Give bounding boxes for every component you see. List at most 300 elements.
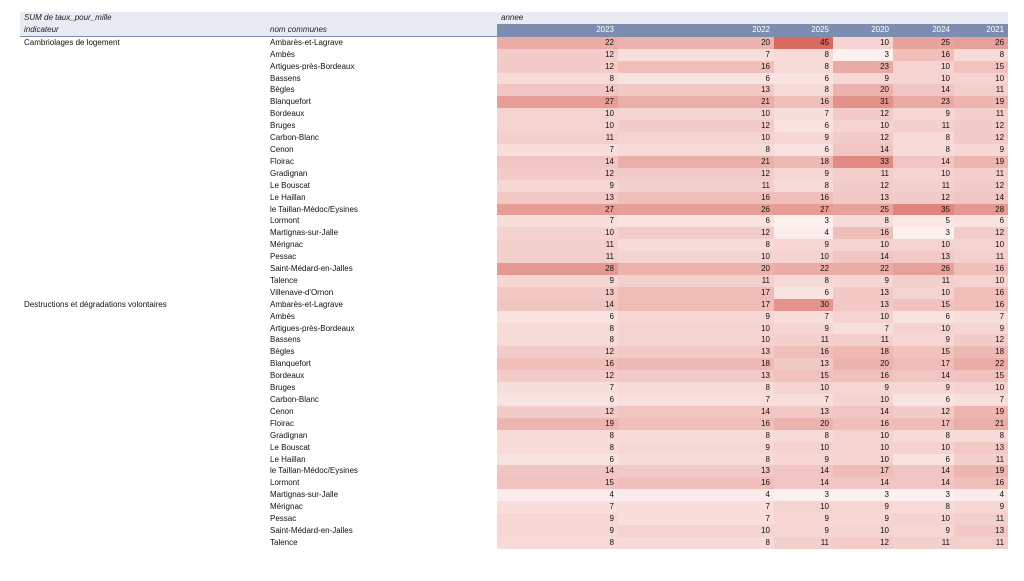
value-cell-2020[interactable]: 23 [833, 61, 893, 73]
value-cell-2025[interactable]: 15 [774, 370, 833, 382]
value-cell-2023[interactable]: 7 [497, 215, 618, 227]
value-cell-2022[interactable]: 8 [618, 382, 774, 394]
value-cell-2021[interactable]: 6 [954, 215, 1008, 227]
value-cell-2020[interactable]: 12 [833, 537, 893, 549]
value-cell-2022[interactable]: 12 [618, 168, 774, 180]
value-cell-2025[interactable]: 10 [774, 501, 833, 513]
commune-label[interactable]: Ambès [270, 49, 295, 59]
commune-label[interactable]: Talence [270, 275, 298, 285]
value-cell-2024[interactable]: 12 [893, 406, 954, 418]
value-cell-2024[interactable]: 11 [893, 537, 954, 549]
value-cell-2024[interactable]: 14 [893, 84, 954, 96]
commune-label[interactable]: Cenon [270, 144, 294, 154]
value-cell-2024[interactable]: 6 [893, 454, 954, 466]
value-cell-2021[interactable]: 11 [954, 454, 1008, 466]
commune-label[interactable]: Carbon-Blanc [270, 395, 319, 404]
value-cell-2024[interactable]: 16 [893, 49, 954, 61]
value-cell-2025[interactable]: 22 [774, 263, 833, 275]
value-cell-2023[interactable]: 15 [497, 477, 618, 489]
value-cell-2021[interactable]: 11 [954, 251, 1008, 263]
value-cell-2022[interactable]: 10 [618, 525, 774, 537]
value-cell-2023[interactable]: 27 [497, 96, 618, 108]
value-cell-2025[interactable]: 7 [774, 311, 833, 323]
commune-label[interactable]: Cenon [270, 406, 294, 416]
value-cell-2021[interactable]: 11 [954, 84, 1008, 96]
commune-label[interactable]: Martignas-sur-Jalle [270, 228, 339, 238]
value-cell-2020[interactable]: 11 [833, 334, 893, 346]
value-cell-2024[interactable]: 10 [893, 323, 954, 335]
value-cell-2025[interactable]: 6 [774, 120, 833, 132]
value-cell-2022[interactable]: 10 [618, 251, 774, 263]
value-cell-2024[interactable]: 17 [893, 418, 954, 430]
value-cell-2024[interactable]: 11 [893, 120, 954, 132]
commune-label[interactable]: Ambarès-et-Lagrave [270, 37, 343, 47]
value-cell-2021[interactable]: 8 [954, 49, 1008, 61]
value-cell-2021[interactable]: 10 [954, 382, 1008, 394]
value-cell-2025[interactable]: 9 [774, 239, 833, 251]
value-cell-2022[interactable]: 8 [618, 430, 774, 442]
value-cell-2023[interactable]: 11 [497, 251, 618, 263]
value-cell-2024[interactable]: 35 [893, 204, 954, 216]
value-cell-2023[interactable]: 22 [497, 36, 618, 48]
value-cell-2022[interactable]: 16 [618, 192, 774, 204]
commune-label[interactable]: Le Bouscat [270, 442, 311, 452]
value-cell-2020[interactable]: 22 [833, 263, 893, 275]
value-cell-2021[interactable]: 9 [954, 323, 1008, 335]
value-cell-2023[interactable]: 12 [497, 346, 618, 358]
value-cell-2023[interactable]: 9 [497, 180, 618, 192]
value-cell-2020[interactable]: 12 [833, 132, 893, 144]
value-cell-2025[interactable]: 4 [774, 227, 833, 239]
value-cell-2025[interactable]: 8 [774, 430, 833, 442]
commune-label[interactable]: Lormont [270, 216, 300, 226]
value-cell-2025[interactable]: 9 [774, 168, 833, 180]
value-cell-2020[interactable]: 13 [833, 287, 893, 299]
value-cell-2025[interactable]: 14 [774, 477, 833, 489]
value-cell-2022[interactable]: 9 [618, 311, 774, 323]
value-cell-2021[interactable]: 9 [954, 144, 1008, 156]
value-cell-2022[interactable]: 13 [618, 84, 774, 96]
value-cell-2023[interactable]: 8 [497, 430, 618, 442]
value-cell-2020[interactable]: 13 [833, 299, 893, 311]
value-cell-2021[interactable]: 10 [954, 239, 1008, 251]
value-cell-2024[interactable]: 11 [893, 180, 954, 192]
value-cell-2020[interactable]: 14 [833, 477, 893, 489]
value-cell-2020[interactable]: 10 [833, 120, 893, 132]
value-cell-2020[interactable]: 14 [833, 406, 893, 418]
commune-label[interactable]: Artigues-près-Bordeaux [270, 323, 355, 333]
value-cell-2025[interactable]: 8 [774, 61, 833, 73]
commune-label[interactable]: le Taillan-Médoc/Eysines [270, 466, 358, 476]
commune-label[interactable]: Lormont [270, 478, 300, 488]
value-cell-2020[interactable]: 25 [833, 204, 893, 216]
value-cell-2023[interactable]: 19 [497, 418, 618, 430]
row-field-indicateur[interactable]: indicateur [20, 24, 266, 36]
value-cell-2025[interactable]: 11 [774, 334, 833, 346]
value-cell-2022[interactable]: 11 [618, 180, 774, 192]
value-cell-2023[interactable]: 12 [497, 61, 618, 73]
value-cell-2021[interactable]: 16 [954, 299, 1008, 311]
value-cell-2021[interactable]: 21 [954, 418, 1008, 430]
value-cell-2021[interactable]: 15 [954, 61, 1008, 73]
value-cell-2025[interactable]: 9 [774, 513, 833, 525]
value-cell-2020[interactable]: 10 [833, 525, 893, 537]
commune-label[interactable]: Bordeaux [270, 109, 305, 119]
value-cell-2024[interactable]: 13 [893, 251, 954, 263]
commune-label[interactable]: Saint-Médard-en-Jalles [270, 264, 353, 274]
value-cell-2022[interactable]: 13 [618, 465, 774, 477]
value-cell-2022[interactable]: 14 [618, 406, 774, 418]
value-cell-2021[interactable]: 26 [954, 36, 1008, 48]
value-cell-2022[interactable]: 8 [618, 144, 774, 156]
commune-label[interactable]: Bègles [270, 347, 295, 357]
commune-label[interactable]: le Taillan-Médoc/Eysines [270, 204, 358, 214]
value-cell-2025[interactable]: 18 [774, 156, 833, 168]
value-field-label[interactable]: SUM de taux_pour_mille [20, 12, 266, 24]
value-cell-2024[interactable]: 11 [893, 275, 954, 287]
value-cell-2020[interactable]: 7 [833, 323, 893, 335]
value-cell-2020[interactable]: 10 [833, 394, 893, 406]
value-cell-2024[interactable]: 3 [893, 227, 954, 239]
value-cell-2024[interactable]: 9 [893, 525, 954, 537]
value-cell-2021[interactable]: 13 [954, 525, 1008, 537]
value-cell-2021[interactable]: 12 [954, 120, 1008, 132]
value-cell-2022[interactable]: 10 [618, 334, 774, 346]
value-cell-2020[interactable]: 16 [833, 227, 893, 239]
commune-label[interactable]: Pessac [270, 252, 297, 262]
value-cell-2020[interactable]: 20 [833, 84, 893, 96]
value-cell-2021[interactable]: 12 [954, 180, 1008, 192]
value-cell-2022[interactable]: 7 [618, 49, 774, 61]
value-cell-2020[interactable]: 9 [833, 382, 893, 394]
value-cell-2020[interactable]: 16 [833, 418, 893, 430]
value-cell-2023[interactable]: 11 [497, 239, 618, 251]
value-cell-2020[interactable]: 10 [833, 311, 893, 323]
value-cell-2020[interactable]: 20 [833, 358, 893, 370]
value-cell-2025[interactable]: 27 [774, 204, 833, 216]
value-cell-2024[interactable]: 10 [893, 287, 954, 299]
value-cell-2021[interactable]: 10 [954, 275, 1008, 287]
commune-label[interactable]: Martignas-sur-Jalle [270, 490, 339, 500]
year-header-2022[interactable]: 2022 [618, 24, 774, 36]
value-cell-2024[interactable]: 9 [893, 334, 954, 346]
value-cell-2021[interactable]: 4 [954, 489, 1008, 501]
value-cell-2021[interactable]: 13 [954, 442, 1008, 454]
value-cell-2025[interactable]: 14 [774, 465, 833, 477]
value-cell-2020[interactable]: 31 [833, 96, 893, 108]
value-cell-2022[interactable]: 10 [618, 132, 774, 144]
value-cell-2020[interactable]: 10 [833, 36, 893, 48]
value-cell-2024[interactable]: 15 [893, 299, 954, 311]
value-cell-2024[interactable]: 14 [893, 477, 954, 489]
value-cell-2025[interactable]: 11 [774, 537, 833, 549]
value-cell-2023[interactable]: 14 [497, 84, 618, 96]
value-cell-2023[interactable]: 12 [497, 406, 618, 418]
value-cell-2023[interactable]: 12 [497, 370, 618, 382]
value-cell-2021[interactable]: 18 [954, 346, 1008, 358]
value-cell-2022[interactable]: 21 [618, 156, 774, 168]
value-cell-2020[interactable]: 33 [833, 156, 893, 168]
value-cell-2022[interactable]: 17 [618, 299, 774, 311]
commune-label[interactable]: Gradignan [270, 168, 308, 178]
value-cell-2020[interactable]: 17 [833, 465, 893, 477]
commune-label[interactable]: Bruges [270, 383, 296, 393]
value-cell-2025[interactable]: 13 [774, 358, 833, 370]
value-cell-2024[interactable]: 8 [893, 144, 954, 156]
value-cell-2024[interactable]: 14 [893, 370, 954, 382]
value-cell-2022[interactable]: 8 [618, 239, 774, 251]
commune-label[interactable]: Le Bouscat [270, 180, 311, 190]
value-cell-2020[interactable]: 10 [833, 239, 893, 251]
value-cell-2025[interactable]: 10 [774, 382, 833, 394]
value-cell-2025[interactable]: 45 [774, 36, 833, 48]
commune-label[interactable]: Le Haillan [270, 192, 306, 202]
value-cell-2020[interactable]: 14 [833, 144, 893, 156]
value-cell-2025[interactable]: 9 [774, 132, 833, 144]
value-cell-2021[interactable]: 16 [954, 287, 1008, 299]
value-cell-2023[interactable]: 11 [497, 132, 618, 144]
value-cell-2021[interactable]: 22 [954, 358, 1008, 370]
value-cell-2025[interactable]: 8 [774, 180, 833, 192]
value-cell-2021[interactable]: 7 [954, 311, 1008, 323]
indicateur-label[interactable]: Destructions et dégradations volontaires [24, 299, 167, 309]
value-cell-2024[interactable]: 23 [893, 96, 954, 108]
value-cell-2020[interactable]: 11 [833, 168, 893, 180]
commune-label[interactable]: Bègles [270, 85, 295, 95]
value-cell-2022[interactable]: 8 [618, 537, 774, 549]
value-cell-2024[interactable]: 8 [893, 132, 954, 144]
value-cell-2021[interactable]: 14 [954, 192, 1008, 204]
value-cell-2022[interactable]: 10 [618, 323, 774, 335]
commune-label[interactable]: Pessac [270, 514, 297, 524]
value-cell-2023[interactable]: 6 [497, 311, 618, 323]
value-cell-2023[interactable]: 16 [497, 358, 618, 370]
value-cell-2025[interactable]: 8 [774, 275, 833, 287]
year-header-2025[interactable]: 2025 [774, 24, 833, 36]
value-cell-2023[interactable]: 10 [497, 227, 618, 239]
value-cell-2024[interactable]: 17 [893, 358, 954, 370]
year-header-2024[interactable]: 2024 [893, 24, 954, 36]
value-cell-2020[interactable]: 12 [833, 108, 893, 120]
value-cell-2020[interactable]: 12 [833, 180, 893, 192]
value-cell-2023[interactable]: 14 [497, 156, 618, 168]
value-cell-2020[interactable]: 18 [833, 346, 893, 358]
value-cell-2022[interactable]: 16 [618, 418, 774, 430]
value-cell-2020[interactable]: 13 [833, 192, 893, 204]
value-cell-2024[interactable]: 5 [893, 215, 954, 227]
value-cell-2024[interactable]: 14 [893, 156, 954, 168]
commune-label[interactable]: Saint-Médard-en-Jalles [270, 525, 353, 535]
value-cell-2020[interactable]: 10 [833, 454, 893, 466]
commune-label[interactable]: Villenave-d'Ornon [270, 287, 334, 297]
commune-label[interactable]: Bruges [270, 121, 296, 131]
value-cell-2024[interactable]: 6 [893, 394, 954, 406]
value-cell-2024[interactable]: 10 [893, 239, 954, 251]
value-cell-2022[interactable]: 20 [618, 263, 774, 275]
value-cell-2024[interactable]: 8 [893, 430, 954, 442]
value-cell-2023[interactable]: 8 [497, 323, 618, 335]
value-cell-2024[interactable]: 10 [893, 61, 954, 73]
value-cell-2021[interactable]: 8 [954, 430, 1008, 442]
value-cell-2023[interactable]: 8 [497, 334, 618, 346]
commune-label[interactable]: Mérignac [270, 502, 303, 512]
value-cell-2022[interactable]: 18 [618, 358, 774, 370]
value-cell-2024[interactable]: 9 [893, 108, 954, 120]
value-cell-2022[interactable]: 16 [618, 61, 774, 73]
value-cell-2020[interactable]: 16 [833, 370, 893, 382]
value-cell-2023[interactable]: 28 [497, 263, 618, 275]
value-cell-2025[interactable]: 6 [774, 73, 833, 85]
value-cell-2022[interactable]: 17 [618, 287, 774, 299]
value-cell-2025[interactable]: 6 [774, 287, 833, 299]
commune-label[interactable]: Floirac [270, 418, 295, 428]
value-cell-2024[interactable]: 10 [893, 513, 954, 525]
value-cell-2025[interactable]: 9 [774, 323, 833, 335]
value-cell-2025[interactable]: 20 [774, 418, 833, 430]
commune-label[interactable]: Blanquefort [270, 97, 311, 107]
commune-label[interactable]: Ambès [270, 311, 295, 321]
commune-label[interactable]: Blanquefort [270, 359, 311, 369]
value-cell-2021[interactable]: 15 [954, 370, 1008, 382]
commune-label[interactable]: Bassens [270, 73, 301, 83]
commune-label[interactable]: Carbon-Blanc [270, 133, 319, 143]
value-cell-2025[interactable]: 3 [774, 489, 833, 501]
value-cell-2024[interactable]: 6 [893, 311, 954, 323]
value-cell-2025[interactable]: 8 [774, 84, 833, 96]
value-cell-2024[interactable]: 10 [893, 73, 954, 85]
value-cell-2020[interactable]: 3 [833, 49, 893, 61]
value-cell-2025[interactable]: 13 [774, 406, 833, 418]
value-cell-2022[interactable]: 11 [618, 275, 774, 287]
column-group-label[interactable]: annee [497, 12, 1008, 24]
commune-label[interactable]: Artigues-près-Bordeaux [270, 61, 355, 71]
indicateur-label[interactable]: Cambriolages de logement [24, 37, 120, 47]
value-cell-2020[interactable]: 9 [833, 275, 893, 287]
value-cell-2023[interactable]: 9 [497, 275, 618, 287]
value-cell-2021[interactable]: 28 [954, 204, 1008, 216]
value-cell-2022[interactable]: 12 [618, 227, 774, 239]
row-field-communes[interactable]: nom communes [266, 24, 497, 36]
value-cell-2023[interactable]: 12 [497, 49, 618, 61]
value-cell-2021[interactable]: 12 [954, 132, 1008, 144]
value-cell-2020[interactable]: 10 [833, 430, 893, 442]
value-cell-2021[interactable]: 11 [954, 537, 1008, 549]
commune-label[interactable]: Talence [270, 537, 298, 547]
value-cell-2021[interactable]: 11 [954, 108, 1008, 120]
commune-label[interactable]: Floirac [270, 156, 295, 166]
value-cell-2023[interactable]: 6 [497, 454, 618, 466]
value-cell-2020[interactable]: 8 [833, 215, 893, 227]
value-cell-2025[interactable]: 10 [774, 251, 833, 263]
value-cell-2021[interactable]: 9 [954, 501, 1008, 513]
value-cell-2023[interactable]: 7 [497, 382, 618, 394]
value-cell-2023[interactable]: 7 [497, 501, 618, 513]
value-cell-2025[interactable]: 30 [774, 299, 833, 311]
value-cell-2024[interactable]: 8 [893, 501, 954, 513]
value-cell-2023[interactable]: 8 [497, 442, 618, 454]
value-cell-2021[interactable]: 12 [954, 334, 1008, 346]
value-cell-2022[interactable]: 20 [618, 36, 774, 48]
value-cell-2023[interactable]: 9 [497, 513, 618, 525]
value-cell-2023[interactable]: 27 [497, 204, 618, 216]
value-cell-2020[interactable]: 3 [833, 489, 893, 501]
value-cell-2024[interactable]: 3 [893, 489, 954, 501]
value-cell-2021[interactable]: 10 [954, 73, 1008, 85]
value-cell-2025[interactable]: 16 [774, 96, 833, 108]
value-cell-2023[interactable]: 12 [497, 168, 618, 180]
value-cell-2024[interactable]: 9 [893, 382, 954, 394]
value-cell-2021[interactable]: 19 [954, 406, 1008, 418]
value-cell-2023[interactable]: 8 [497, 73, 618, 85]
value-cell-2020[interactable]: 9 [833, 513, 893, 525]
value-cell-2022[interactable]: 4 [618, 489, 774, 501]
value-cell-2022[interactable]: 21 [618, 96, 774, 108]
value-cell-2024[interactable]: 12 [893, 192, 954, 204]
value-cell-2023[interactable]: 10 [497, 108, 618, 120]
value-cell-2021[interactable]: 19 [954, 465, 1008, 477]
value-cell-2020[interactable]: 10 [833, 442, 893, 454]
value-cell-2021[interactable]: 16 [954, 477, 1008, 489]
value-cell-2020[interactable]: 9 [833, 73, 893, 85]
value-cell-2021[interactable]: 11 [954, 168, 1008, 180]
value-cell-2025[interactable]: 6 [774, 144, 833, 156]
value-cell-2020[interactable]: 14 [833, 251, 893, 263]
value-cell-2024[interactable]: 10 [893, 442, 954, 454]
value-cell-2023[interactable]: 13 [497, 287, 618, 299]
value-cell-2021[interactable]: 7 [954, 394, 1008, 406]
value-cell-2025[interactable]: 8 [774, 49, 833, 61]
commune-label[interactable]: Le Haillan [270, 454, 306, 464]
value-cell-2022[interactable]: 26 [618, 204, 774, 216]
value-cell-2022[interactable]: 6 [618, 73, 774, 85]
value-cell-2023[interactable]: 9 [497, 525, 618, 537]
year-header-2021[interactable]: 2021 [954, 24, 1008, 36]
value-cell-2022[interactable]: 13 [618, 346, 774, 358]
value-cell-2022[interactable]: 10 [618, 108, 774, 120]
value-cell-2022[interactable]: 7 [618, 394, 774, 406]
value-cell-2022[interactable]: 7 [618, 513, 774, 525]
value-cell-2022[interactable]: 16 [618, 477, 774, 489]
commune-label[interactable]: Ambarès-et-Lagrave [270, 299, 343, 309]
value-cell-2021[interactable]: 19 [954, 156, 1008, 168]
value-cell-2025[interactable]: 16 [774, 192, 833, 204]
value-cell-2023[interactable]: 6 [497, 394, 618, 406]
commune-label[interactable]: Gradignan [270, 430, 308, 440]
value-cell-2023[interactable]: 14 [497, 299, 618, 311]
value-cell-2024[interactable]: 25 [893, 36, 954, 48]
value-cell-2024[interactable]: 15 [893, 346, 954, 358]
commune-label[interactable]: Bordeaux [270, 371, 305, 381]
commune-label[interactable]: Mérignac [270, 240, 303, 250]
value-cell-2021[interactable]: 11 [954, 513, 1008, 525]
value-cell-2022[interactable]: 8 [618, 454, 774, 466]
value-cell-2021[interactable]: 19 [954, 96, 1008, 108]
value-cell-2024[interactable]: 10 [893, 168, 954, 180]
commune-label[interactable]: Bassens [270, 335, 301, 345]
value-cell-2023[interactable]: 13 [497, 192, 618, 204]
value-cell-2022[interactable]: 7 [618, 501, 774, 513]
value-cell-2023[interactable]: 10 [497, 120, 618, 132]
value-cell-2025[interactable]: 9 [774, 525, 833, 537]
value-cell-2024[interactable]: 14 [893, 465, 954, 477]
value-cell-2022[interactable]: 12 [618, 120, 774, 132]
value-cell-2022[interactable]: 13 [618, 370, 774, 382]
value-cell-2025[interactable]: 7 [774, 108, 833, 120]
value-cell-2023[interactable]: 8 [497, 537, 618, 549]
value-cell-2024[interactable]: 26 [893, 263, 954, 275]
value-cell-2022[interactable]: 6 [618, 215, 774, 227]
year-header-2023[interactable]: 2023 [497, 24, 618, 36]
